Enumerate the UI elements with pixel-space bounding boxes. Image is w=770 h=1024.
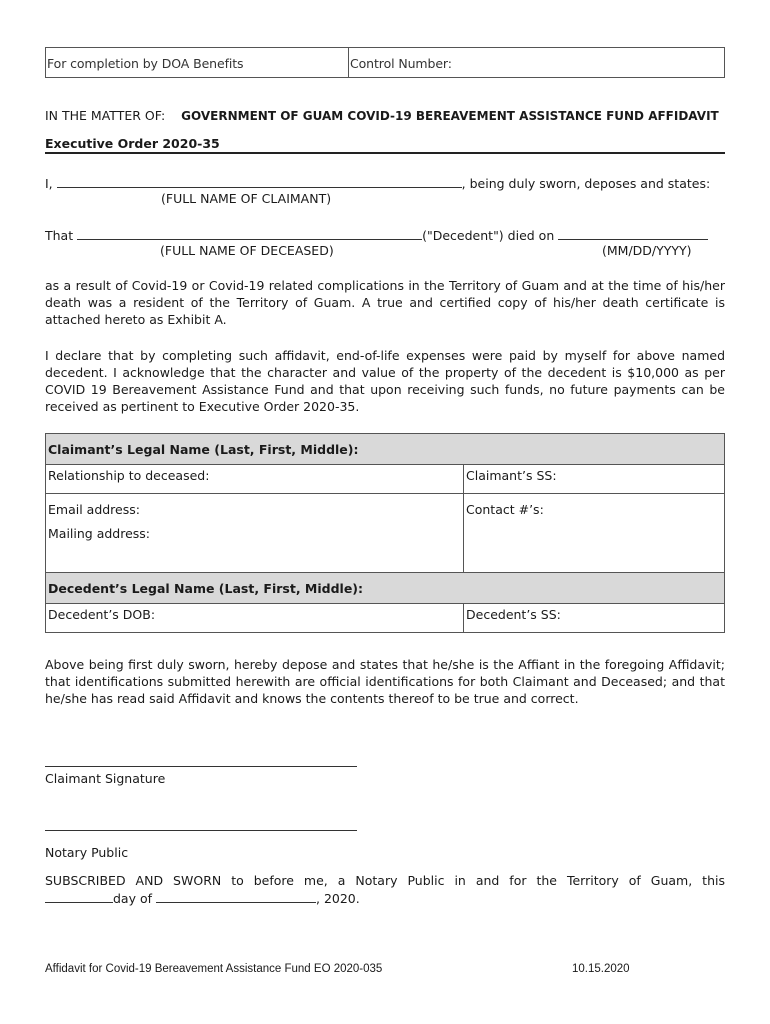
decedent-line bbox=[45, 226, 735, 243]
claimant-ss-cell[interactable]: Claimant’s SS: bbox=[464, 465, 725, 494]
declaration-paragraph: I declare that by completing such affidavit, end-of-life expenses were paid by myself for above named decedent. I acknowledge that the character and value of the property of the decedent is $10,000 as per COVID 19 Bereavement Assistance Fund and that upon receiving such funds, no future payments can be received as pertinent to Executive Order 2020-35. bbox=[45, 348, 725, 414]
matter-prefix: IN THE MATTER OF: bbox=[45, 108, 166, 123]
mailing-label: Mailing address: bbox=[48, 526, 151, 541]
matter-heading bbox=[45, 108, 719, 123]
address-cell[interactable] bbox=[46, 494, 464, 573]
covid-paragraph: as a result of Covid-19 or Covid-19 related complications in the Territory of Guam and at the time of his/her death was a resident of the Territory of Guam. A true and certified copy of his/her death certificate is attached hereto as Exhibit A. bbox=[45, 278, 725, 327]
decedent-middle: ("Decedent") died on bbox=[422, 228, 555, 243]
decedent-ss-cell[interactable]: Decedent’s SS: bbox=[464, 604, 725, 633]
control-number-box[interactable] bbox=[348, 47, 725, 78]
notary-signature-line[interactable] bbox=[45, 830, 357, 831]
notary-public-label: Notary Public bbox=[45, 845, 129, 860]
footer-date: 10.15.2020 bbox=[572, 963, 630, 975]
claimant-signature-line[interactable] bbox=[45, 766, 357, 767]
claimant-decedent-table bbox=[45, 433, 725, 633]
email-label: Email address: bbox=[48, 502, 140, 517]
claimant-suffix: , being duly sworn, deposes and states: bbox=[461, 176, 711, 191]
claimant-caption: (FULL NAME OF CLAIMANT) bbox=[161, 191, 332, 206]
decedent-dob-cell[interactable]: Decedent’s DOB: bbox=[46, 604, 464, 633]
sworn-paragraph: Above being first duly sworn, hereby depose and states that he/she is the Affiant in the foregoing Affidavit; that identifications submitted herewith are official identifications for both Claimant and Deceased; and that he/she has read said Affidavit and knows the contents thereof to be true and correct. bbox=[45, 657, 725, 706]
decedent-name-header[interactable]: Decedent’s Legal Name (Last, First, Middle): bbox=[46, 573, 725, 604]
heading-rule bbox=[45, 152, 725, 154]
doa-benefits-label: For completion by DOA Benefits bbox=[47, 56, 244, 71]
month-field[interactable] bbox=[156, 889, 316, 903]
deceased-caption: (FULL NAME OF DECEASED) bbox=[160, 243, 334, 258]
death-date-field[interactable] bbox=[558, 226, 708, 240]
contact-label: Contact #’s: bbox=[466, 502, 544, 517]
relationship-cell[interactable]: Relationship to deceased: bbox=[46, 465, 464, 494]
doa-benefits-box bbox=[45, 47, 349, 78]
claimant-name-header[interactable]: Claimant’s Legal Name (Last, First, Middle): bbox=[46, 434, 725, 465]
footer-title: Affidavit for Covid-19 Bereavement Assistance Fund EO 2020-035 bbox=[45, 963, 383, 975]
decedent-prefix: That bbox=[45, 228, 74, 243]
date-caption: (MM/DD/YYYY) bbox=[602, 243, 692, 258]
decedent-name-field[interactable] bbox=[77, 226, 422, 240]
claimant-signature-label: Claimant Signature bbox=[45, 771, 166, 786]
subscribed-date-line bbox=[45, 889, 360, 906]
claimant-line bbox=[45, 174, 725, 191]
year-label: , 2020. bbox=[316, 891, 360, 906]
contact-cell[interactable] bbox=[464, 494, 725, 573]
executive-order-heading: Executive Order 2020-35 bbox=[45, 136, 220, 151]
control-number-label: Control Number: bbox=[350, 56, 452, 71]
day-of-label: day of bbox=[113, 891, 153, 906]
claimant-name-field[interactable] bbox=[57, 174, 462, 188]
affidavit-title: GOVERNMENT OF GUAM COVID-19 BEREAVEMENT ASSISTANCE FUND AFFIDAVIT bbox=[181, 109, 719, 123]
subscribed-text: SUBSCRIBED AND SWORN to before me, a Notary Public in and for the Territory of Guam, this bbox=[45, 873, 725, 888]
day-field[interactable] bbox=[45, 889, 113, 903]
claimant-prefix: I, bbox=[45, 176, 53, 191]
